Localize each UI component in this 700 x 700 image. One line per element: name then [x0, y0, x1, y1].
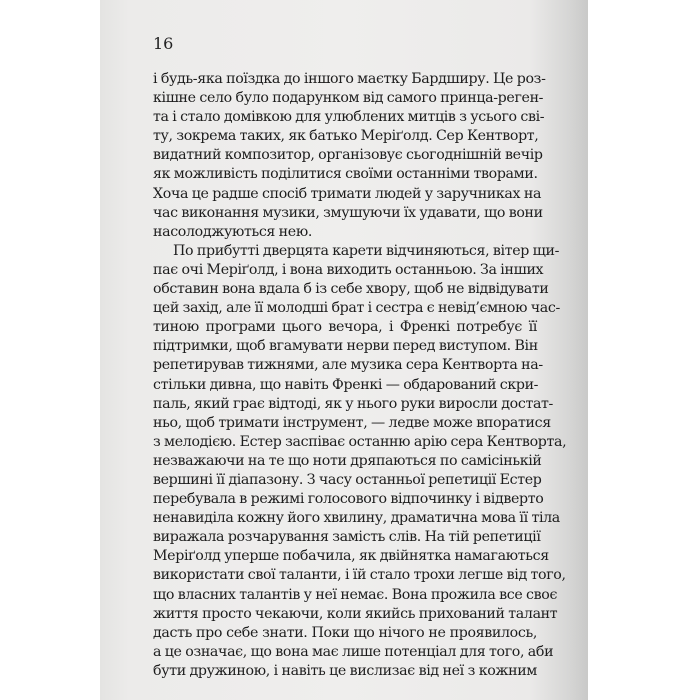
text-line: ньо, щоб тримати інструмент, — ледве може впоратися	[153, 414, 551, 431]
text-line: використати свої таланти, і їй стало трохи легше від того,	[153, 567, 566, 584]
text-line: видатний композитор, організовує сьогоднішній вечір	[153, 147, 543, 164]
text-line: По прибутті дверцята карети відчиняються, вітер щи-	[173, 242, 560, 259]
text-line: цей захід, але її молодші брат і сестра є невід’ємною час-	[153, 300, 560, 317]
text-line: як можливість поділитися своїми останніми творами.	[153, 166, 538, 183]
text-line: пає очі Меріґолд, і вона виходить останньою. За інших	[153, 261, 544, 278]
text-line: життя просто чекаючи, коли якийсь прихований талант	[153, 605, 558, 622]
text-line: ту, зокрема таких, як батько Меріґолд. Сер Кентворт,	[153, 128, 539, 145]
text-line: ненавиділа кожну його хвилину, драматична мова її тіла	[153, 510, 560, 527]
text-line: а це означає, що вона має лише потенціал для того, аби	[153, 643, 554, 660]
text-line: насолоджуються нею.	[153, 223, 312, 240]
text-line: Хоча це радше спосіб тримати людей у заручниках на	[153, 185, 542, 202]
text-line: обставин вона вдала б із себе хвору, щоб не відвідувати	[153, 281, 549, 298]
text-line: паль, який грає відтоді, як у нього руки виросли достат-	[153, 395, 554, 412]
text-line: тиною програми цього вечора, і Френкі потребує її	[153, 319, 537, 336]
text-line: перебувала в режимі голосового відпочинку і відверто	[153, 491, 544, 508]
text-line: і будь-яка поїздка до іншого маєтку Бардширу. Це роз-	[153, 71, 546, 87]
text-line: з мелодією. Естер заспіває останню арію сера Кентворта,	[153, 433, 567, 450]
text-line: що власних талантів у неї немає. Вона прожила все своє	[153, 586, 558, 603]
text-line: вершині її діапазону. З часу останньої репетиції Естер	[153, 471, 542, 488]
text-line: незважаючи на те що ноти дряпаються по самісінькій	[153, 452, 542, 469]
text-line: дасть про себе знати. Поки що нічого не проявилось,	[153, 624, 537, 641]
text-line: стільки дивна, що навіть Френкі — обдарований скри-	[153, 376, 539, 393]
text-line: репетирував тижнями, але музика сера Кентворта на-	[153, 357, 543, 374]
text-line: кішне село було подарунком від самого принца-реген-	[153, 90, 544, 107]
text-line: підтримки, щоб вгамувати нерви перед виступом. Він	[153, 338, 538, 355]
text-line: Меріґолд уперше побачила, як двійнятка намагаються	[153, 548, 549, 565]
text-line: та і стало домівкою для улюблених митців з усього сві-	[153, 109, 545, 126]
page-number: 16	[153, 34, 174, 53]
body-text	[153, 70, 567, 681]
text-line: бути дружиною, і навіть це вислизає від неї з кожним	[153, 662, 537, 679]
text-line: час виконання музики, змушуючи їх удавати, що вони	[153, 204, 543, 221]
text-line: виражала розчарування замість слів. На тій репетиції	[153, 529, 541, 546]
